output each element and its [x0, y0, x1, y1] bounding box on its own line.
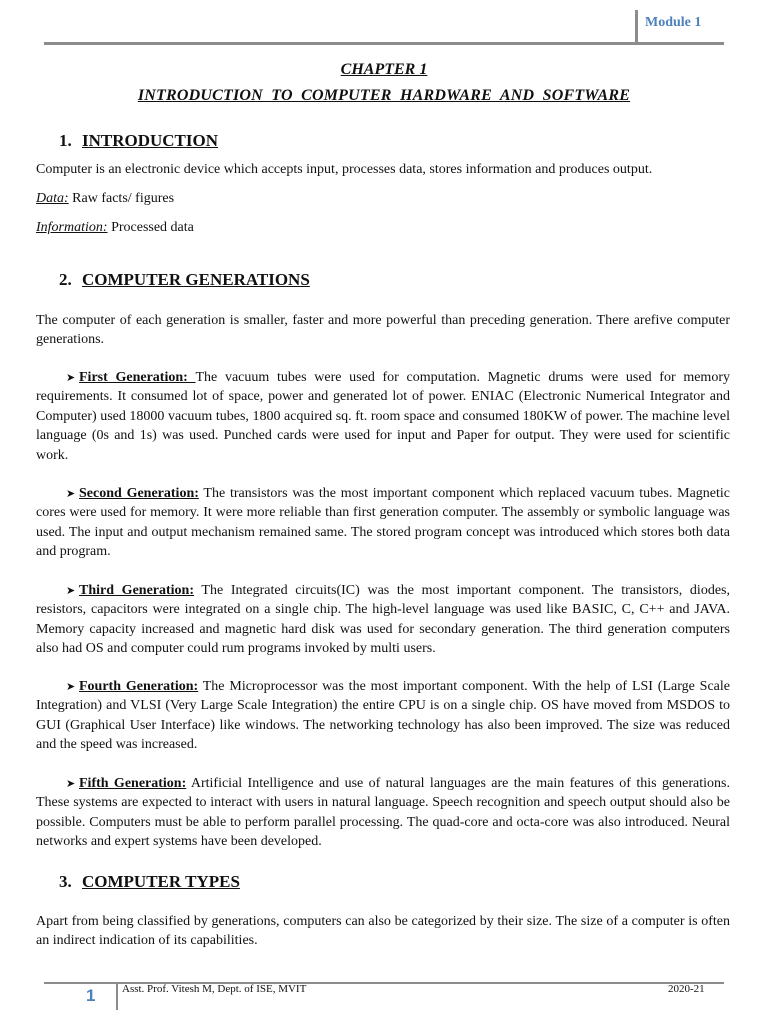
- header-rule: [44, 42, 724, 45]
- generation-third: ➤ Third Generation: The Integrated circuits(IC) was the most important component. The transistors, diodes, resistors, capacitors were integrated on a single chip. The high-level language was used like BASIC, C, C++ and JAVA. Memory capacity increased and magnetic hard disk was used for secondary generation. The third generation computers also had OS and computer could rum programs invoked by multi users.: [36, 583, 730, 657]
- generation-first: ➤ First Generation: The vacuum tubes were used for computation. Magnetic drums were used for memory requirements. It consumed lot of space, power and generated lot of power. ENIAC (Electronic Numerical Integrator and Computer) used 18000 vacuum tubes, 1800 acquired sq. ft. room space and consumed 180KW of power. The machine level language (0s and 1s) was used. Punched cards were used for input and Paper for output. They were used for scientific work.: [36, 370, 730, 463]
- intro-text: Computer is an electronic device which accepts input, processes data, stores information and produces output.: [36, 162, 653, 177]
- computer-types-intro: Apart from being classified by generations, computers can also be categorized by their size. The size of a computer is often an indirect indication of its capabilities.: [36, 914, 730, 949]
- header-divider-vertical: [635, 10, 638, 44]
- arrow-bullet-icon: ➤: [66, 371, 76, 384]
- footer-author: Asst. Prof. Vitesh M, Dept. of ISE, MVIT: [122, 983, 307, 995]
- footer-year: 2020-21: [668, 983, 705, 995]
- module-label: Module 1: [645, 15, 702, 30]
- generations-intro: The computer of each generation is smaller, faster and more powerful than preceding generation. There arefive computer generations.: [36, 313, 730, 348]
- chapter-title: INTRODUCTION TO COMPUTER HARDWARE AND SOFTWARE: [137, 87, 631, 104]
- generation-second: ➤ Second Generation: The transistors was the most important component which replaced vacuum tubes. Magnetic cores were used for memory. It were more reliable than first generation computer. The assembly or symbolic language was used. The input and output mechanism remained same. The stored program concept was introduced which stores both data and program.: [36, 486, 730, 560]
- generation-fifth: ➤ Fifth Generation: Artificial Intelligence and use of natural languages are the main features of this generations. These systems are expected to interact with users in natural language. Speech recognition and speech output should also be possible. Computers must be able to perform parallel processing. The quad-core and octa-core was also introduced. Neural networks and expert systems have been developed.: [36, 776, 730, 850]
- generation-fourth: ➤ Fourth Generation: The Microprocessor was the most important component. With the help of LSI (Large Scale Integration) and VLSI (Very Large Scale Integration) the entire CPU is on a single chip. OS have moved from MSDOS to GUI (Graphical User Interface) like windows. The networking technology has also been improved. The size was reduced and the speed was increased.: [36, 679, 730, 753]
- section-heading-computer-types: 3. COMPUTER TYPES: [59, 872, 240, 891]
- page-number: 1: [86, 986, 96, 1005]
- arrow-bullet-icon: ➤: [66, 487, 76, 500]
- footer-divider-vertical: [116, 982, 118, 1010]
- chapter-number: CHAPTER 1: [340, 61, 428, 78]
- section-heading-computer-generations: 2. COMPUTER GENERATIONS: [59, 270, 310, 289]
- section-heading-introduction: 1. INTRODUCTION: [59, 131, 219, 150]
- arrow-bullet-icon: ➤: [66, 777, 76, 790]
- data-definition: Data: Raw facts/ figures: [36, 191, 175, 206]
- information-definition: Information: Processed data: [36, 220, 194, 235]
- arrow-bullet-icon: ➤: [66, 680, 76, 693]
- arrow-bullet-icon: ➤: [66, 584, 76, 597]
